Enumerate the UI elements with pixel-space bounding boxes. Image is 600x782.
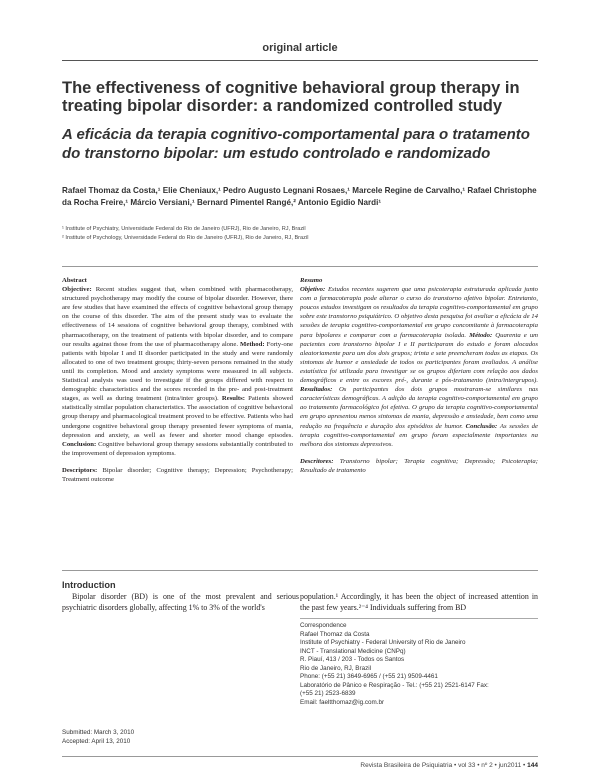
metodo-text: Quarenta e um pacientes com transtorno bipolar I e II participaram do estudo e foram alocados aleatoriamente para um dos dois grupos; trinta e sete preencheram todas as etapas. Os sintomas de humor e ansiedade de todos os participantes foram avaliados. A análise estatística foi utilizada para investigar se os grupos diferiam com relação aos dados demográficos e entre os escores pré-, durante e pós-tratamento (intra/intergrupos). [300, 331, 538, 385]
affiliation-1: ¹ Institute of Psychiatry, Universidade Federal do Rio de Janeiro (UFRJ), Rio de Janeiro, RJ, Brazil [62, 226, 306, 232]
correspondence-line: Rio de Janeiro, RJ, Brazil [300, 664, 372, 672]
correspondence-email[interactable]: Email: faeltthomaz@ig.com.br [300, 698, 385, 706]
section-label: original article [262, 42, 338, 54]
journal-citation: Revista Brasileira de Psiquiatria • vol 33 • nº 2 • jun2011 • [360, 762, 528, 769]
correspondence-line: R. Piauí, 413 / 203 - Todos os Santos [300, 656, 405, 663]
title-portuguese: A eficácia da terapia cognitivo-comportamental para o tratamento do transtorno bipolar: um estudo controlado e randomizado [62, 126, 530, 162]
correspondence-line: Institute of Psychiatry - Federal University of Rio de Janeiro [300, 639, 466, 646]
conclusion-text: Cognitive behavioral group therapy sessions substantially contributed to the improvement of depression symptoms. [62, 440, 293, 457]
conclusao-label: Conclusão: [465, 422, 498, 430]
page-number: 144 [527, 762, 538, 769]
resultados-text: Os participantes dos dois grupos mostraram-se similares nas características demográficas. A adição da terapia cognitivo-comportamental em grupo ao tratamento farmacológico foi efetiva. O grupo da terapia cognitivo-comportamental em grupo apresentou menos sintomas de mania, depressão e ansiedade, bem como uma redução na frequência e duração dos episódios de humor. [300, 386, 538, 430]
resumo-heading: Resumo [300, 277, 323, 284]
submitted-date: Submitted: March 3, 2010 [62, 729, 135, 736]
top-divider [62, 60, 538, 61]
descritores [300, 457, 538, 475]
method-text: Forty-one patients with bipolar I and II disorder participated in the study and were randomly allocated to one of two treatment groups; thirty-seven persons remained in the study until its completion. Mood and anxiety symptoms were measured in all subjects. Statistical analysis was used to investigate if the groups differed with respect to demographic characteristics and the scores recorded in the pre- and post-treatment stages, as well as during treatment (intra/inter groups). [62, 340, 293, 403]
correspondence-divider [300, 618, 538, 619]
abstract-divider [62, 266, 538, 267]
resumo-body [300, 285, 538, 449]
results-label: Results: [221, 395, 245, 403]
introduction-heading: Introduction [62, 580, 116, 590]
descriptors [62, 466, 293, 484]
title-english: The effectiveness of cognitive behavioral group therapy in treating bipolar disorder: a randomized controlled study [62, 79, 520, 115]
correspondence-block [300, 622, 538, 707]
intro-divider [62, 570, 538, 571]
abstract-english [62, 276, 293, 484]
affiliation-2: ² Institute of Psychology, Universidade Federal do Rio de Janeiro (UFRJ), Rio de Janeiro, RJ, Brazil [62, 235, 309, 241]
conclusion-label: Conclusion: [62, 440, 97, 448]
correspondence-line: Laboratório de Pânico e Respiração - Tel.: (+55 21) 2521-6147 Fax: [300, 681, 489, 689]
abstract-body [62, 285, 293, 458]
metodo-label: Método: [469, 331, 493, 339]
introduction-column-1: Bipolar disorder (BD) is one of the most prevalent and serious psychiatric disorders globally, affecting 1% to 3% of the world's [62, 592, 299, 612]
descritores-label: Descritores: [300, 457, 334, 465]
footer-divider [62, 756, 538, 757]
results-text: Patients showed statistically similar population characteristics. The association of cognitive behavioral group therapy and pharmacological treatment proved to be effective. Patients who had undergone cognitive behavioral group therapy presented fewer symptoms of mania, depression and anxiety, as well as fewer and shorter mood change episodes. [62, 395, 293, 439]
correspondence-line: (+55 21) 2523-6839 [300, 690, 356, 697]
correspondence-line: INCT - Translational Medicine (CNPq) [300, 647, 406, 655]
resultados-label: Resultados: [300, 386, 333, 394]
page-footer [360, 762, 538, 769]
objetivo-text: Estudos recentes sugerem que uma psicoterapia estruturada aplicada junto com a farmacoterapia pode alterar o curso do transtorno afetivo bipolar. Entretanto, poucos estudos investigam os resultados da terapia cognitivo-comportamental em grupo sobre este transtorno psiquiátrico. O objetivo desta pesquisa foi avaliar a eficácia de 14 sessões de terapia cognitivo-comportamental em grupo concomitante à farmacoterapia para bipolares e comparar com a farmacoterapia isolada. [300, 286, 538, 339]
descritores-text: Transtorno bipolar; Terapia cognitiva; Depressão; Psicoterapia; Resultado de tratamento [300, 457, 538, 474]
correspondence-heading: Correspondence [300, 622, 347, 629]
introduction-column-2: population.¹ Accordingly, it has been the object of increased attention in the past few years.²⁻⁴ Individuals suffering from BD [300, 592, 538, 612]
descriptors-text: Bipolar disorder; Cognitive therapy; Depression; Psychotherapy; Treatment outcome [62, 466, 293, 483]
descriptors-label: Descriptors: [62, 466, 98, 474]
objective-text: Recent studies suggest that, when combined with pharmacotherapy, structured psychotherapy may modify the course of bipolar disorder. However, there are few studies that have examined the effects of cognitive behavioral group therapy on the course of this disorder. The aim of the present study was to evaluate the effectiveness of 14 sessions of cognitive behavioral group therapy, combined with pharmacotherapy, on the treatment of patients with bipolar disorder, and to compare our results against those from the use of pharmacotherapy alone. [62, 286, 293, 348]
method-label: Method: [240, 340, 265, 348]
objective-label: Objective: [62, 286, 92, 294]
submission-dates [62, 729, 134, 746]
abstract-portuguese [300, 276, 538, 475]
author-list: Rafael Thomaz da Costa,¹ Elie Cheniaux,¹ Pedro Augusto Legnani Rosaes,¹ Marcele Regine de Carvalho,¹ Rafael Christophe da Rocha Freire,¹ Márcio Versiani,¹ Bernard Pimentel Rangé,² Antonio Egidio Nardi¹ [62, 186, 537, 207]
correspondence-line: Rafael Thomaz da Costa [300, 630, 370, 638]
abstract-heading: Abstract [62, 277, 87, 284]
conclusao-text: As sessões de terapia cognitivo-comportamental em grupo foram especialmente importantes na melhora dos sintomas depressivos. [300, 422, 538, 448]
accepted-date: Accepted: April 13, 2010 [62, 737, 131, 745]
correspondence-line: Phone: (+55 21) 3649-6965 / (+55 21) 9509-4461 [300, 673, 438, 680]
objetivo-label: Objetivo: [300, 286, 326, 294]
affiliations [62, 225, 540, 243]
